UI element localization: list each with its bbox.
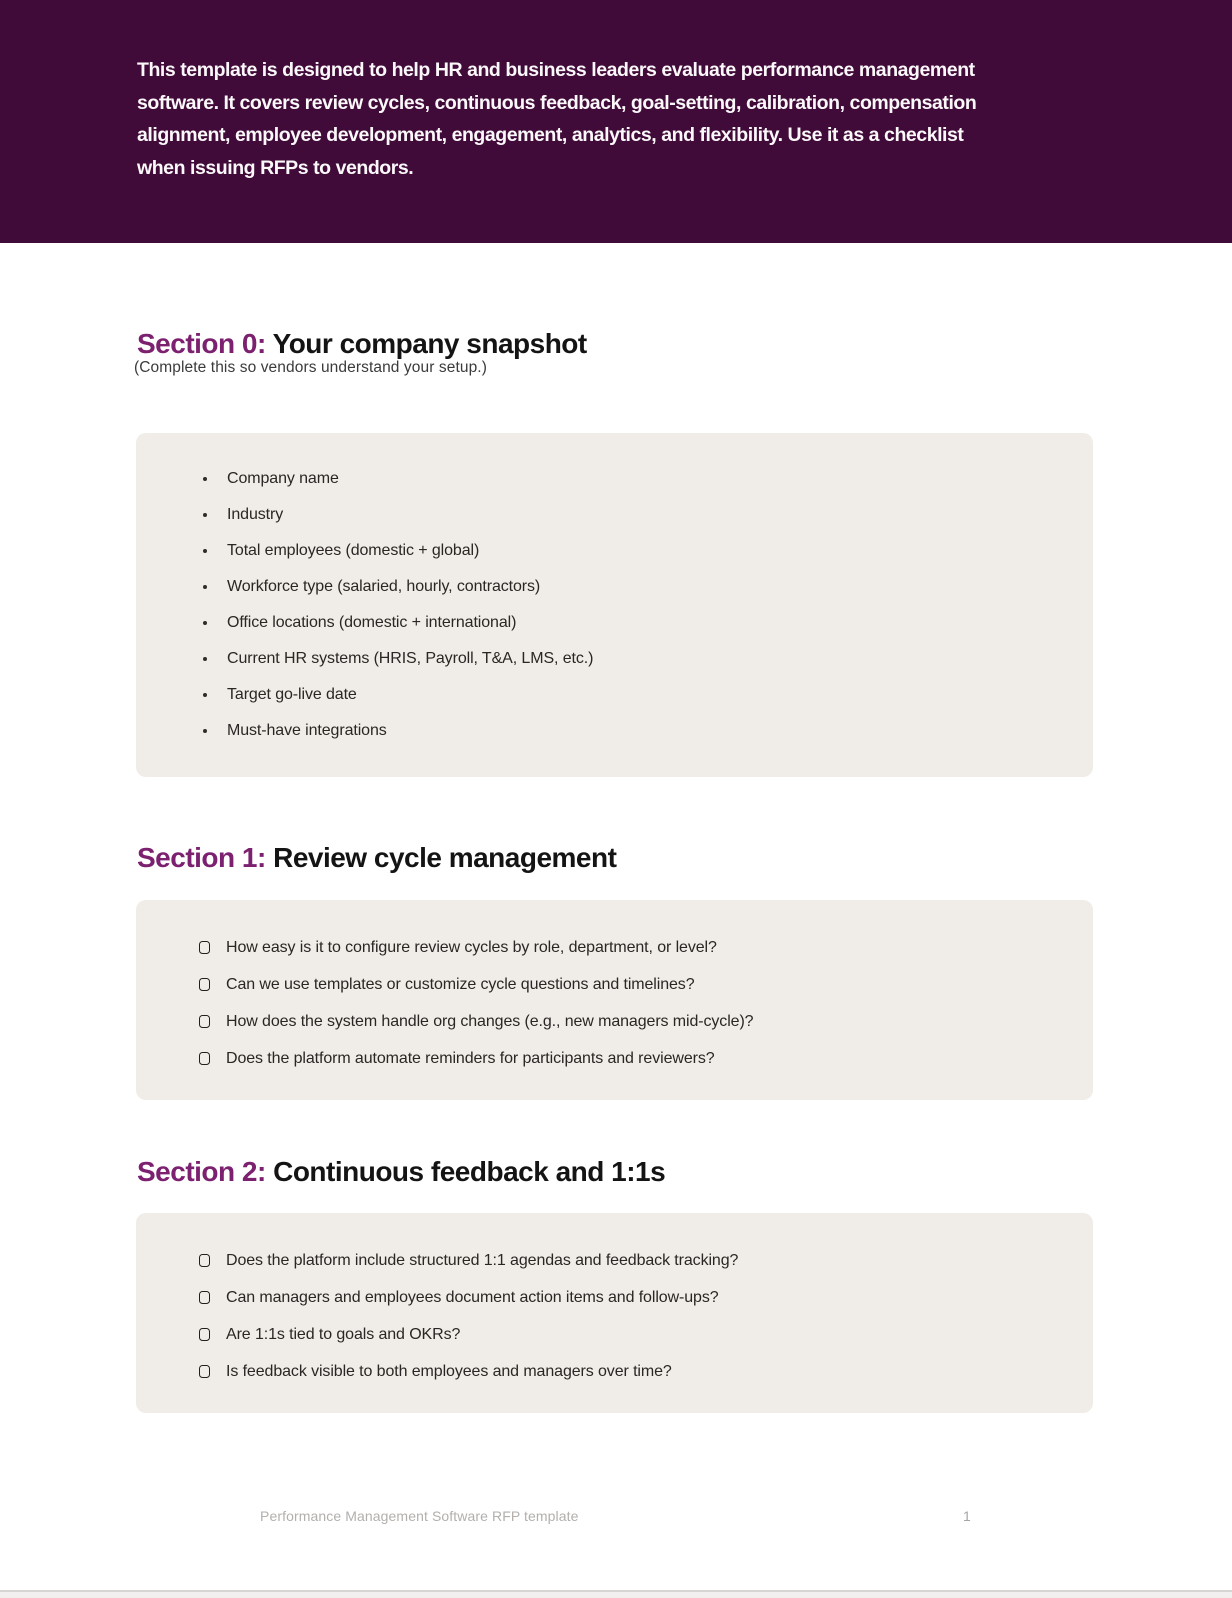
checklist-item — [199, 966, 1053, 1003]
section-0-title: Your company snapshot — [272, 328, 587, 360]
list-item — [203, 605, 1053, 641]
company-snapshot-panel — [136, 433, 1093, 777]
checklist-item — [199, 1040, 1053, 1077]
section-0-heading — [137, 326, 587, 362]
list-item-label: Total employees (domestic + global) — [227, 542, 480, 559]
checklist-item — [199, 1003, 1053, 1040]
bullet-icon — [203, 693, 207, 697]
section-1-label: Section 1: — [137, 842, 266, 874]
checklist-item-label: How easy is it to configure review cycles by role, department, or level? — [226, 938, 717, 956]
list-item-label: Office locations (domestic + international) — [227, 614, 517, 631]
list-item-label: Company name — [227, 470, 339, 487]
section-2-label: Section 2: — [137, 1156, 266, 1188]
intro-paragraph — [137, 54, 976, 184]
checkbox-icon[interactable] — [199, 1015, 210, 1028]
checklist-item-label: How does the system handle org changes (e.g., new managers mid-cycle)? — [226, 1012, 754, 1030]
list-item — [203, 461, 1053, 497]
checklist-item — [199, 1316, 1053, 1353]
list-item — [203, 533, 1053, 569]
list-item-label: Workforce type (salaried, hourly, contractors) — [227, 578, 541, 595]
bullet-icon — [203, 657, 207, 661]
list-item-label: Current HR systems (HRIS, Payroll, T&A, LMS, etc.) — [227, 650, 594, 667]
review-cycle-checklist-panel — [136, 900, 1093, 1100]
intro-line: when issuing RFPs to vendors. — [137, 156, 414, 179]
checklist-item — [199, 1279, 1053, 1316]
list-item-label: Must-have integrations — [227, 722, 387, 739]
checklist-item-label: Does the platform automate reminders for participants and reviewers? — [226, 1049, 715, 1067]
intro-line: software. It covers review cycles, continuous feedback, goal-setting, calibration, compensation — [137, 91, 977, 114]
checkbox-icon[interactable] — [199, 1365, 210, 1378]
continuous-feedback-checklist-panel — [136, 1213, 1093, 1413]
bullet-icon — [203, 585, 207, 589]
checklist-item-label: Is feedback visible to both employees and managers over time? — [226, 1362, 672, 1380]
bullet-icon — [203, 513, 207, 517]
section-0-subtitle: (Complete this so vendors understand your setup.) — [134, 359, 487, 376]
section-2-heading — [137, 1154, 665, 1190]
list-item — [203, 713, 1053, 749]
list-item — [203, 569, 1053, 605]
checklist-item — [199, 1242, 1053, 1279]
bullet-icon — [203, 477, 207, 481]
checklist-item-label: Does the platform include structured 1:1 agendas and feedback tracking? — [226, 1251, 739, 1269]
bullet-icon — [203, 549, 207, 553]
footer-page-number: 1 — [963, 1508, 971, 1524]
list-item — [203, 641, 1053, 677]
checklist-item — [199, 929, 1053, 966]
checklist-item-label: Are 1:1s tied to goals and OKRs? — [226, 1325, 461, 1343]
list-item-label: Target go-live date — [227, 686, 357, 703]
checkbox-icon[interactable] — [199, 1328, 210, 1341]
checkbox-icon[interactable] — [199, 978, 210, 991]
section-1-heading — [137, 840, 616, 876]
checklist-item-label: Can we use templates or customize cycle questions and timelines? — [226, 975, 695, 993]
section-2-title: Continuous feedback and 1:1s — [273, 1156, 666, 1188]
page-footer — [0, 1508, 1232, 1528]
checkbox-icon[interactable] — [199, 941, 210, 954]
list-item-label: Industry — [227, 506, 284, 523]
list-item — [203, 677, 1053, 713]
intro-line: This template is designed to help HR and business leaders evaluate performance management — [137, 59, 975, 81]
bullet-icon — [203, 621, 207, 625]
checkbox-icon[interactable] — [199, 1052, 210, 1065]
checklist-item — [199, 1353, 1053, 1390]
intro-line: alignment, employee development, engagement, analytics, and flexibility. Use it as a checklist — [137, 124, 964, 146]
footer-document-title: Performance Management Software RFP template — [260, 1508, 579, 1524]
checklist-item-label: Can managers and employees document action items and follow-ups? — [226, 1288, 719, 1306]
checkbox-icon[interactable] — [199, 1254, 210, 1267]
section-0-label: Section 0: — [137, 328, 266, 360]
page-edge-divider — [0, 1590, 1232, 1598]
section-1-title: Review cycle management — [273, 842, 617, 874]
intro-banner — [0, 0, 1232, 243]
bullet-icon — [203, 729, 207, 733]
list-item — [203, 497, 1053, 533]
checkbox-icon[interactable] — [199, 1291, 210, 1304]
